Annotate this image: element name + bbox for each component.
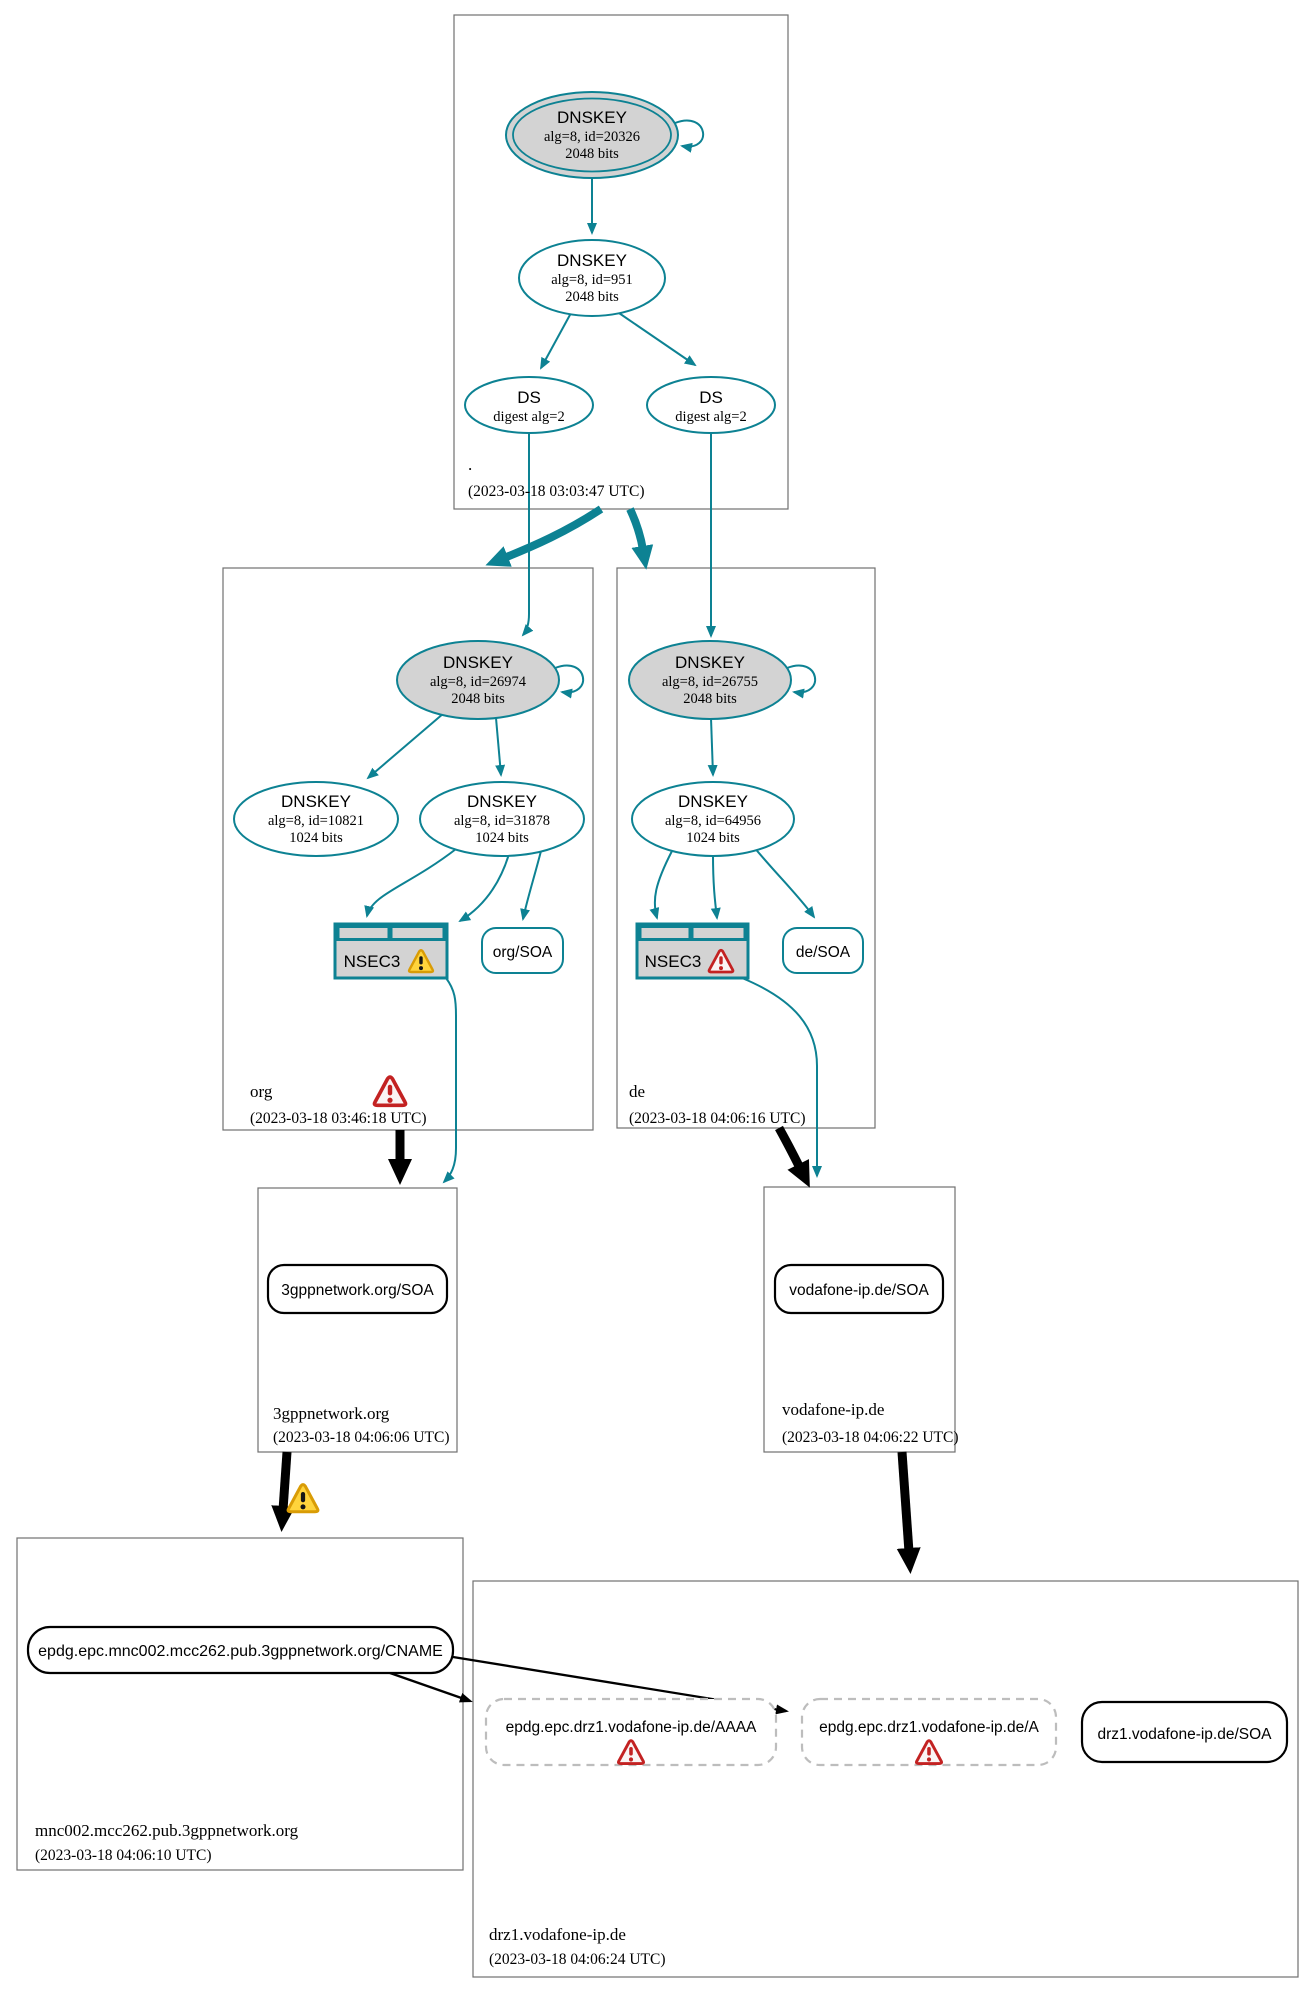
node-detail: alg=8, id=26755 xyxy=(661,674,759,690)
node-title: DNSKEY xyxy=(557,108,627,127)
node-bits: 2048 bits xyxy=(683,691,737,707)
node-title: DNSKEY xyxy=(467,792,537,811)
zone-timestamp-drz1: (2023-03-18 04:06:24 UTC) xyxy=(489,1951,666,1968)
node-mnc002-cname[interactable] xyxy=(28,1627,453,1673)
node-title: org/SOA xyxy=(492,944,553,961)
edge-delegation-root-de xyxy=(630,509,643,550)
node-title: epdg.epc.drz1.vodafone-ip.de/AAAA xyxy=(505,1719,757,1736)
node-detail: alg=8, id=951 xyxy=(551,272,633,288)
edge-delegation-root-org xyxy=(504,509,601,558)
node-title: DS xyxy=(699,388,723,407)
zone-timestamp-de: (2023-03-18 04:06:16 UTC) xyxy=(629,1110,806,1127)
zone-label-de: de xyxy=(629,1082,646,1101)
node-title: epdg.epc.mnc002.mcc262.pub.3gppnetwork.org/CNAME xyxy=(38,1643,443,1660)
node-drz1-soa[interactable] xyxy=(1082,1702,1287,1762)
node-de-ksk-dnskey[interactable] xyxy=(629,641,791,719)
node-title: epdg.epc.drz1.vodafone-ip.de/A xyxy=(819,1719,1039,1736)
node-bits: 1024 bits xyxy=(289,830,343,846)
node-title: NSEC3 xyxy=(343,952,401,971)
node-title: NSEC3 xyxy=(644,952,702,971)
node-title: DNSKEY xyxy=(678,792,748,811)
node-title: de/SOA xyxy=(795,944,851,961)
zone-label-root: . xyxy=(468,455,473,474)
zone-timestamp-root: (2023-03-18 03:03:47 UTC) xyxy=(468,483,645,500)
node-detail: alg=8, id=26974 xyxy=(429,674,527,690)
node-drz1-aaaa[interactable] xyxy=(486,1699,776,1765)
node-detail: alg=8, id=10821 xyxy=(267,813,365,829)
zone-label-org: org xyxy=(250,1082,273,1101)
node-de-zsk-64956[interactable] xyxy=(632,782,794,856)
edge-delegation-3gpp-mnc002 xyxy=(283,1452,287,1510)
zone-label-drz1: drz1.vodafone-ip.de xyxy=(489,1925,626,1944)
node-bits: 2048 bits xyxy=(565,146,619,162)
node-de-nsec3[interactable] xyxy=(637,924,748,978)
node-detail: alg=8, id=20326 xyxy=(543,129,641,145)
node-title: DS xyxy=(517,388,541,407)
zone-label-mnc002: mnc002.mcc262.pub.3gppnetwork.org xyxy=(35,1821,299,1840)
node-bits: 1024 bits xyxy=(475,830,529,846)
node-root-ds-right[interactable] xyxy=(647,377,775,433)
node-bits: 2048 bits xyxy=(565,289,619,305)
node-de-soa[interactable] xyxy=(783,928,863,973)
node-root-ds-left[interactable] xyxy=(465,377,593,433)
zone-box-drz1 xyxy=(473,1581,1298,1977)
node-bits: 2048 bits xyxy=(451,691,505,707)
node-vodafone-soa[interactable] xyxy=(775,1265,943,1313)
edge-delegation-vodafone-drz1 xyxy=(902,1452,909,1552)
node-3gppnetwork-soa[interactable] xyxy=(268,1265,447,1313)
node-detail: digest alg=2 xyxy=(675,409,747,425)
node-title: DNSKEY xyxy=(557,251,627,270)
warning-triangle-icon xyxy=(288,1485,318,1512)
zone-label-3gppnetwork: 3gppnetwork.org xyxy=(273,1404,390,1423)
node-detail: digest alg=2 xyxy=(493,409,565,425)
node-org-zsk-31878[interactable] xyxy=(420,782,584,856)
node-title: drz1.vodafone-ip.de/SOA xyxy=(1097,1726,1272,1743)
node-org-soa[interactable] xyxy=(482,928,563,973)
zone-timestamp-org: (2023-03-18 03:46:18 UTC) xyxy=(250,1110,427,1127)
node-drz1-a[interactable] xyxy=(802,1699,1056,1765)
zone-timestamp-mnc002: (2023-03-18 04:06:10 UTC) xyxy=(35,1847,212,1864)
node-title: vodafone-ip.de/SOA xyxy=(789,1282,929,1299)
node-root-zsk-dnskey[interactable] xyxy=(519,240,665,316)
zone-label-vodafone: vodafone-ip.de xyxy=(782,1400,885,1419)
node-org-zsk-10821[interactable] xyxy=(234,782,398,856)
edge-delegation-de-vodafone xyxy=(779,1128,800,1168)
node-title: DNSKEY xyxy=(675,653,745,672)
node-org-nsec3[interactable] xyxy=(335,924,447,978)
zone-timestamp-vodafone: (2023-03-18 04:06:22 UTC) xyxy=(782,1429,959,1446)
node-title: DNSKEY xyxy=(443,653,513,672)
zone-timestamp-3gppnetwork: (2023-03-18 04:06:06 UTC) xyxy=(273,1429,450,1446)
node-title: 3gppnetwork.org/SOA xyxy=(281,1282,434,1299)
node-root-ksk-dnskey[interactable] xyxy=(506,92,678,178)
node-org-ksk-dnskey[interactable] xyxy=(397,641,559,719)
node-detail: alg=8, id=31878 xyxy=(453,813,551,829)
node-bits: 1024 bits xyxy=(686,830,740,846)
node-detail: alg=8, id=64956 xyxy=(664,813,762,829)
node-title: DNSKEY xyxy=(281,792,351,811)
